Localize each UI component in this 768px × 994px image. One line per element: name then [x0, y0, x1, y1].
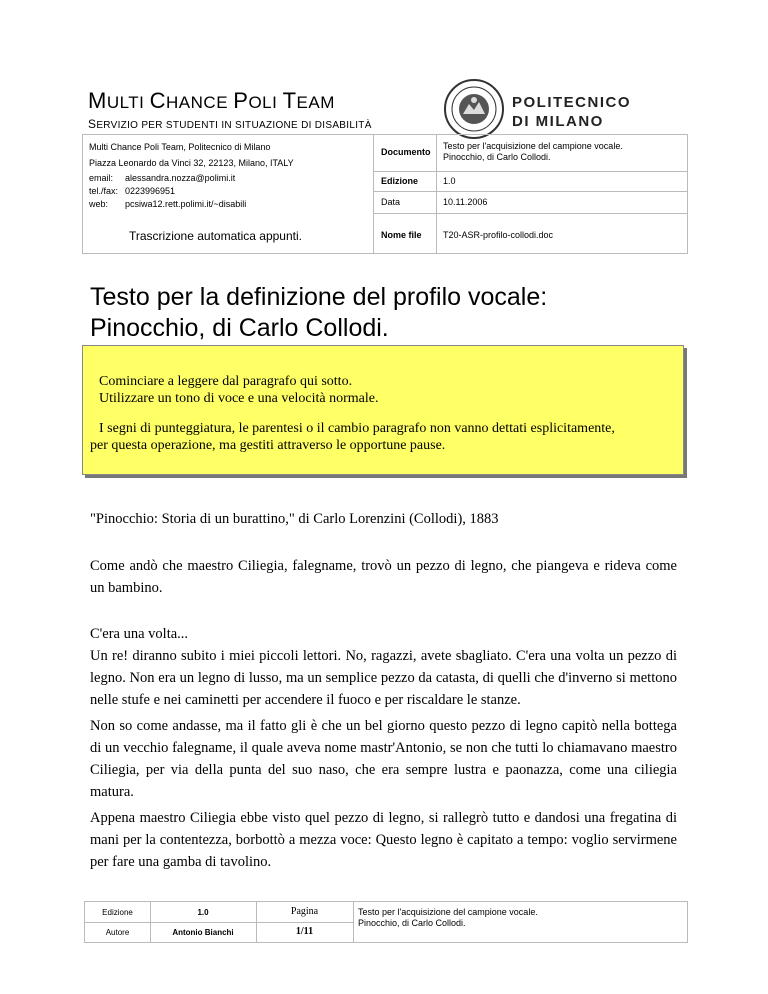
web-link[interactable]: pcsiwa12.rett.polimi.it/~disabili	[125, 199, 247, 209]
chapter-text: Come andò che maestro Ciliegia, falegname, trovò un pezzo di legno, che piangeva e rideva come un bambino.	[90, 558, 677, 596]
subtitle-part: ERVIZIO PER STUDENTI IN SITUAZIONE DI DISABILITÀ	[96, 120, 372, 131]
documento-value-line: Testo per l'acquisizione del campione vocale.	[443, 141, 623, 151]
subtitle-letter: S	[88, 117, 97, 131]
title-part: EAM	[296, 93, 335, 112]
documento-label: Documento	[381, 147, 431, 157]
nomefile-value: T20-ASR-profilo-collodi.doc	[443, 230, 554, 240]
chapter-heading	[90, 555, 677, 599]
instruction-line: I segni di punteggiatura, le parentesi o il cambio paragrafo non vanno dettati esplicitamente,	[99, 421, 615, 436]
nomefile-label: Nome file	[381, 230, 422, 240]
logo-line-2: DI MILANO	[512, 113, 604, 130]
edizione-label: Edizione	[381, 176, 419, 186]
story-text	[90, 623, 677, 873]
address-line-2: Piazza Leonardo da Vinci 32, 22123, Milano, ITALY	[89, 158, 294, 168]
trascrizione-label: Trascrizione automatica appunti.	[129, 229, 302, 243]
footer-pagina-label: Pagina	[290, 906, 319, 917]
title-letter: P	[233, 88, 249, 113]
page-title-line-1: Testo per la definizione del profilo vocale:	[90, 283, 548, 311]
instruction-line: per questa operazione, ma gestiti attraverso le opportune pause.	[90, 438, 446, 453]
team-title	[88, 88, 335, 114]
footer-edizione-value: 1.0	[197, 908, 209, 917]
title-part: ULTI	[106, 93, 150, 112]
source-line	[90, 508, 677, 530]
paragraph: Appena maestro Ciliegia ebbe visto quel pezzo di legno, si rallegrò tutto e dandosi una fregatina di mani per la contentezza, borbottò a mezza voce: Questo legno è capitato a tempo: voglio servirmene per fare una gamba di tavolino.	[90, 810, 677, 870]
title-part: HANCE	[166, 93, 234, 112]
footer-autore-label: Autore	[105, 928, 130, 937]
header-table	[82, 134, 688, 254]
footer-table	[84, 901, 688, 943]
page-title-line-2: Pinocchio, di Carlo Collodi.	[90, 314, 389, 342]
title-letter: C	[149, 88, 167, 113]
title-letter: M	[88, 88, 107, 113]
politecnico-seal-icon	[443, 78, 505, 140]
paragraph: C'era una volta...	[90, 626, 189, 642]
edizione-value: 1.0	[443, 176, 456, 186]
web-label: web:	[89, 199, 109, 209]
instruction-line: Utilizzare un tono di voce e una velocità normale.	[99, 391, 379, 406]
paragraph: Non so come andasse, ma il fatto gli è che un bel giorno questo pezzo di legno capitò nella bottega di un vecchio falegname, il quale aveva nome mastr'Antonio, se non che tutti lo chiamavano maestro Ciliegia, per via della punta del suo naso, che era sempre lustra e paonazza, come una ciliegia matura.	[90, 718, 677, 800]
instructions-box	[82, 345, 684, 475]
tel-label: tel./fax:	[89, 186, 119, 196]
source-text: "Pinocchio: Storia di un burattino," di Carlo Lorenzini (Collodi), 1883	[90, 511, 499, 527]
address-block	[89, 141, 294, 211]
logo-line-1: POLITECNICO	[512, 94, 632, 111]
documento-value	[443, 141, 623, 163]
paragraph: Un re! diranno subito i miei piccoli lettori. No, ragazzi, avete sbagliato. C'era una volta un pezzo di legno. Non era un legno di lusso, ma un semplice pezzo da catasta, di quelli che d'inverno si mettono nelle stufe e nei caminetti per accendere il fuoco e per riscaldare le stanze.	[90, 648, 677, 708]
page-title	[90, 282, 547, 344]
title-letter: T	[282, 88, 297, 113]
instruction-line: Cominciare a leggere dal paragrafo qui sotto.	[99, 374, 353, 389]
footer-description-line: Testo per l'acquisizione del campione vocale.	[358, 907, 538, 917]
footer-autore-value: Antonio Bianchi	[172, 928, 234, 937]
footer-edizione-label: Edizione	[102, 908, 133, 917]
footer-description	[358, 907, 538, 929]
email-label: email:	[89, 173, 114, 183]
data-value: 10.11.2006	[443, 197, 488, 207]
address-line-1: Multi Chance Poli Team, Politecnico di Milano	[89, 142, 271, 152]
page-number: 1/11	[295, 926, 314, 937]
logo-text	[512, 93, 631, 131]
documento-value-line: Pinocchio, di Carlo Collodi.	[443, 152, 551, 162]
tel-value: 0223996951	[125, 186, 176, 196]
team-subtitle	[88, 117, 372, 131]
email-link[interactable]: alessandra.nozza@polimi.it	[125, 173, 236, 183]
title-part: OLI	[248, 93, 283, 112]
footer-description-line: Pinocchio, di Carlo Collodi.	[358, 918, 466, 928]
data-label: Data	[381, 197, 401, 207]
